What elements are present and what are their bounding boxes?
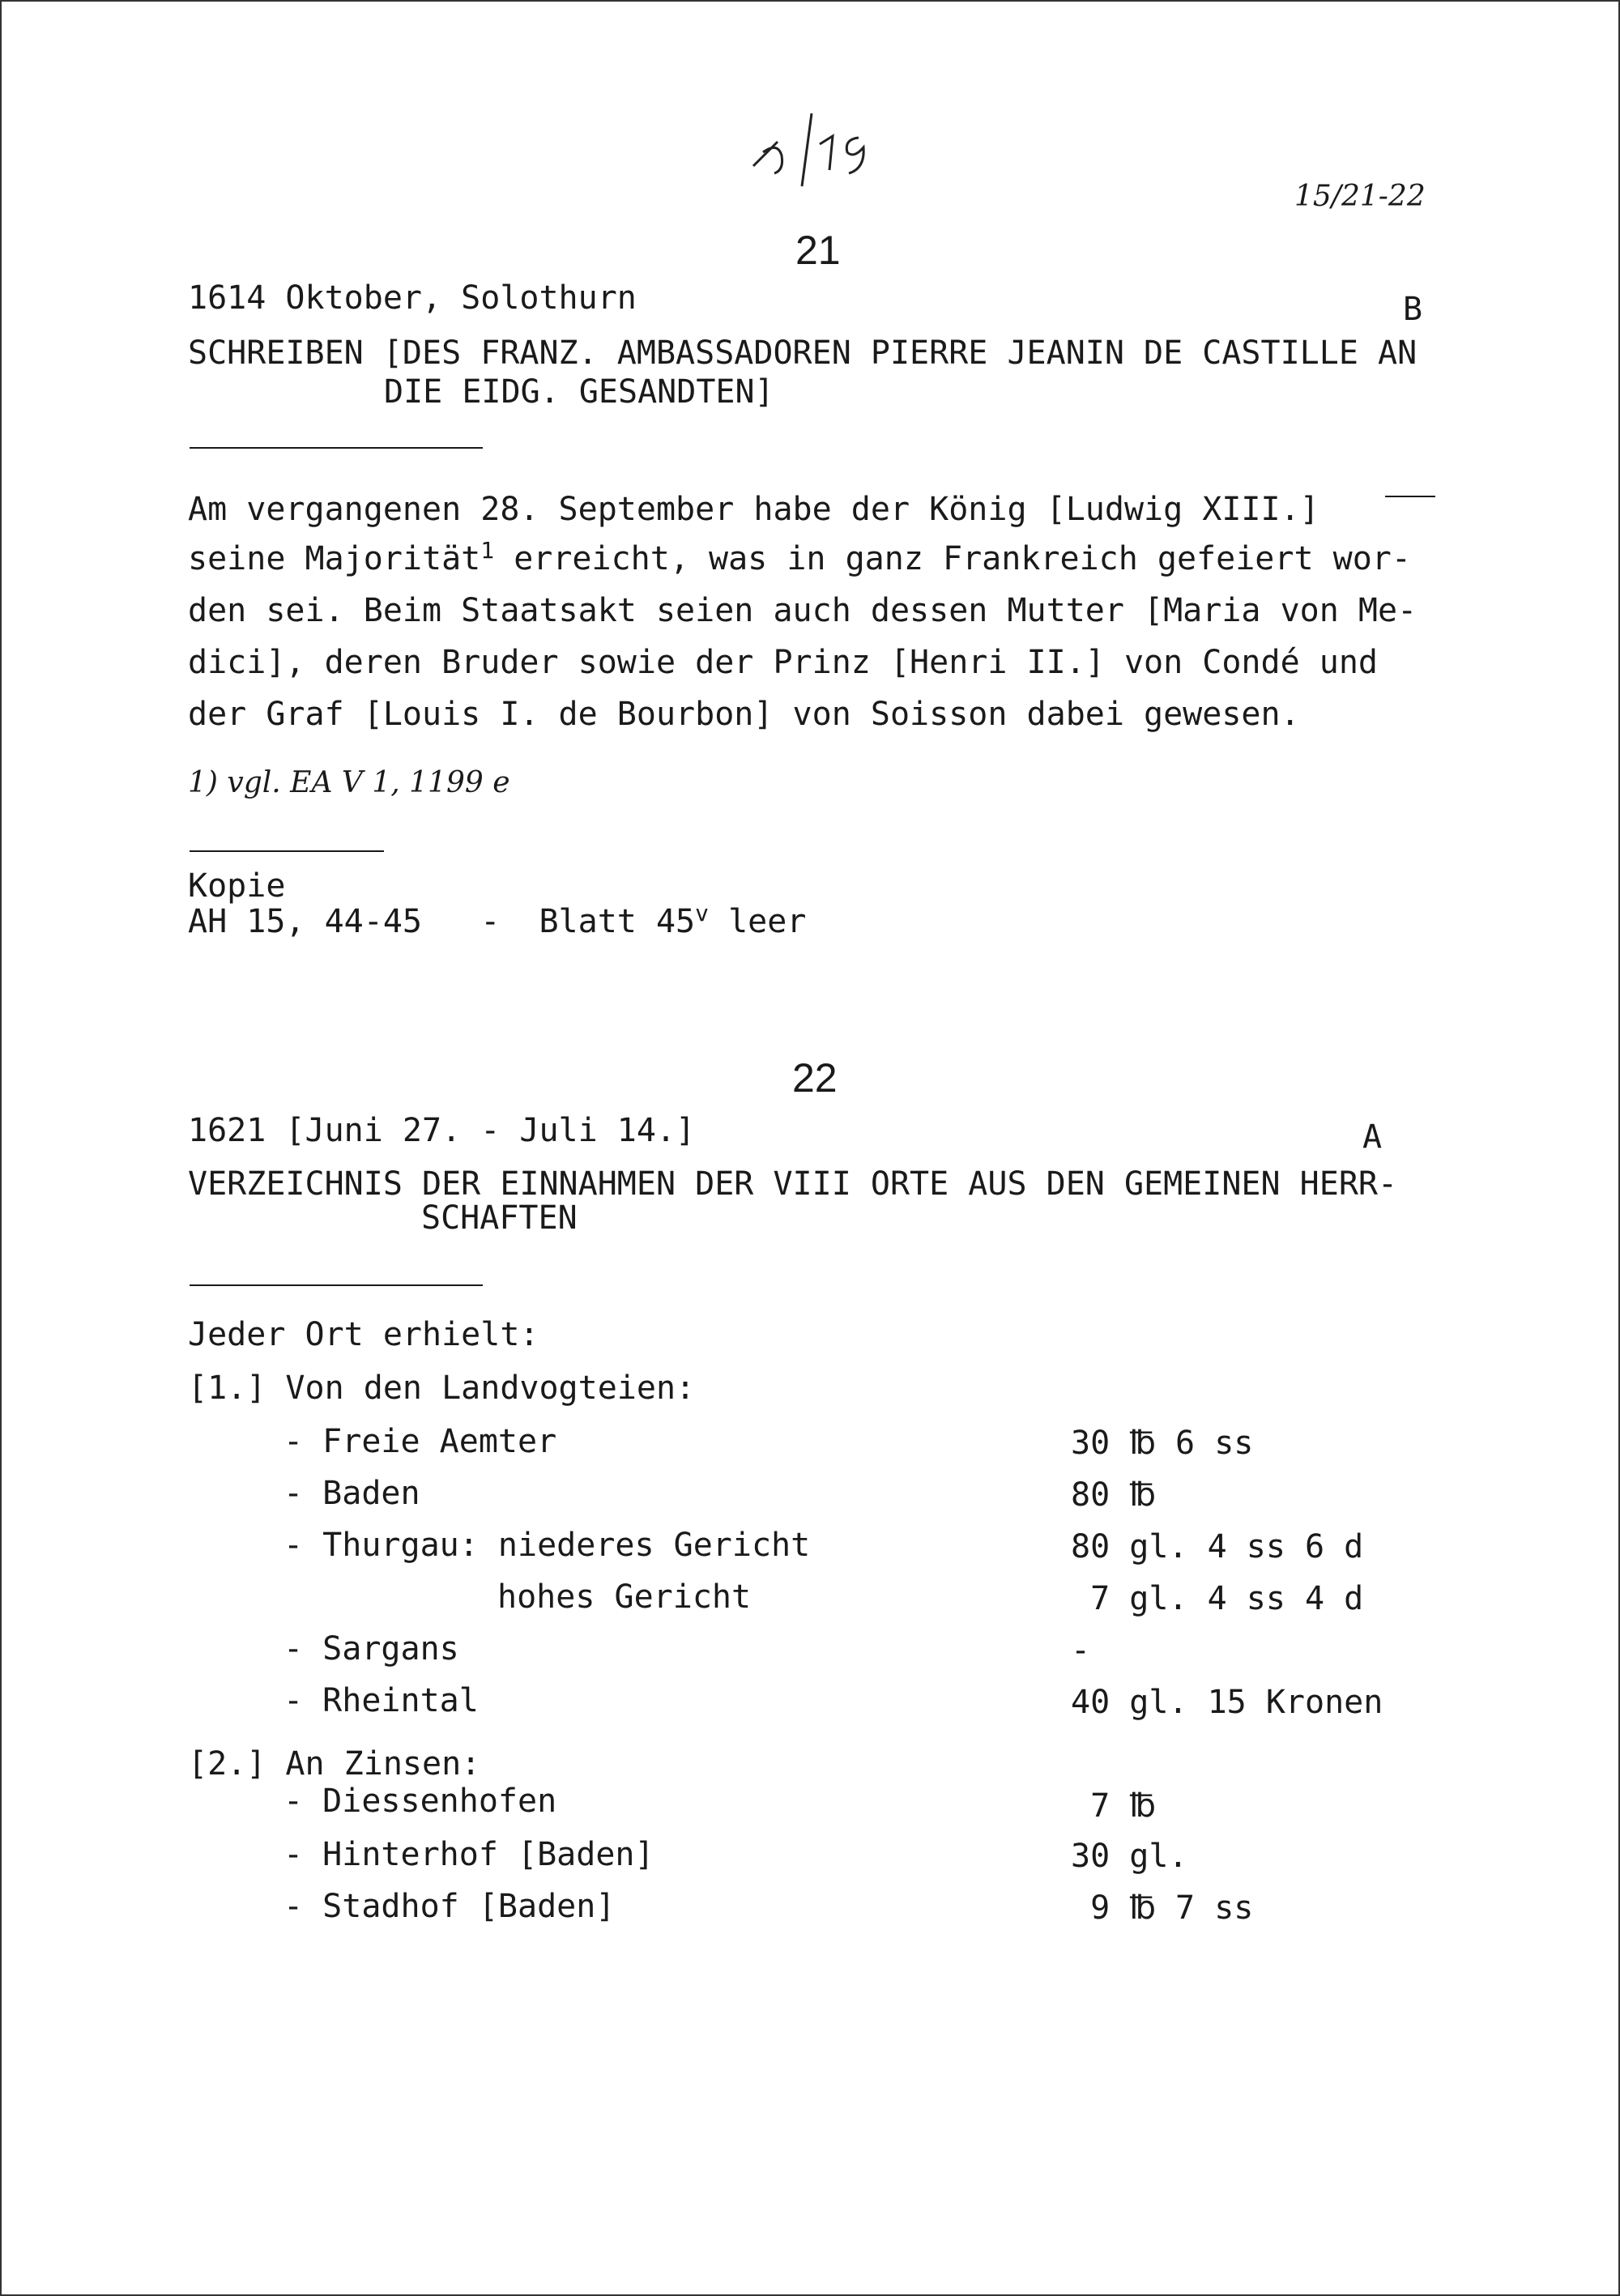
doc21-source-rule (190, 850, 384, 852)
item-label: - Rheintal (284, 1682, 479, 1719)
item-label: - Freie Aemter (284, 1423, 557, 1460)
doc22-title-line1: VERZEICHNIS DER EINNAHMEN DER VIII ORTE AUS DEN GEMEINEN HERR- (188, 1165, 1398, 1203)
doc22-title-line2: SCHAFTEN (421, 1199, 578, 1237)
item-value: 9 ℔ 7 ss (1071, 1889, 1254, 1927)
item-value: 30 ℔ 6 ss (1071, 1425, 1254, 1462)
handwritten-reference (745, 105, 891, 194)
item-label: - Hinterhof [Baden] (284, 1836, 654, 1873)
item-value: 7 gl. 4 ss 4 d (1071, 1580, 1364, 1617)
item-value: 80 ℔ (1071, 1476, 1156, 1514)
margin-mark (1385, 496, 1435, 497)
doc21-title-line2: DIE EIDG. GESANDTEN] (384, 373, 774, 411)
doc21-date-place: 1614 Oktober, Solothurn (188, 279, 637, 317)
archive-reference: 15/21-22 (1294, 180, 1426, 213)
item-value: 7 ℔ (1071, 1787, 1156, 1825)
doc22-section2: [2.] An Zinsen: (188, 1745, 481, 1783)
doc21-rule (190, 447, 483, 449)
item-label: - Baden (284, 1475, 420, 1512)
item-label: hohes Gericht (497, 1578, 752, 1616)
doc21-body-line: seine Majorität$^1$ erreicht, was in ganz Frankreich gefeiert wor- (188, 537, 1411, 577)
item-label: - Diessenhofen (284, 1783, 557, 1820)
item-label: - Sargans (284, 1630, 459, 1668)
doc22-number: 22 (792, 1055, 838, 1101)
item-value: 80 gl. 4 ss 6 d (1071, 1528, 1364, 1565)
doc21-body-line: Am vergangenen 28. September habe der König [Ludwig XIII.] (188, 491, 1319, 528)
item-value: 40 gl. 15 Kronen (1071, 1684, 1383, 1721)
doc22-letter: A (1362, 1118, 1383, 1156)
doc21-body-line: der Graf [Louis I. de Bourbon] von Soisson dabei gewesen. (188, 696, 1300, 733)
doc22-section1: [1.] Von den Landvogteien: (188, 1370, 696, 1407)
doc22-rule (190, 1284, 483, 1286)
doc21-title-line1: SCHREIBEN [DES FRANZ. AMBASSADOREN PIERRE JEANIN DE CASTILLE AN (188, 334, 1418, 372)
doc21-source-line: AH 15, 44-45 - Blatt 45$^v$ leer (188, 900, 807, 940)
doc22-date-place: 1621 [Juni 27. - Juli 14.] (188, 1112, 696, 1149)
item-label: - Thurgau: niederes Gericht (284, 1527, 811, 1564)
doc21-footnote: 1) vgl. EA V 1, 1199 e (188, 766, 510, 799)
item-value: 30 gl. (1071, 1838, 1188, 1875)
footnote-mark: 1 (480, 537, 495, 564)
doc21-number: 21 (795, 228, 841, 273)
item-value: - (1071, 1632, 1091, 1669)
doc21-body-line: den sei. Beim Staatsakt seien auch dessen Mutter [Maria von Me- (188, 592, 1418, 629)
item-label: - Stadhof [Baden] (284, 1888, 616, 1925)
doc21-body-line: dici], deren Bruder sowie der Prinz [Henri II.] von Condé und (188, 644, 1379, 681)
doc22-intro: Jeder Ort erhielt: (188, 1316, 539, 1353)
doc21-source-label: Kopie (188, 867, 286, 905)
doc21-letter: B (1403, 291, 1423, 328)
